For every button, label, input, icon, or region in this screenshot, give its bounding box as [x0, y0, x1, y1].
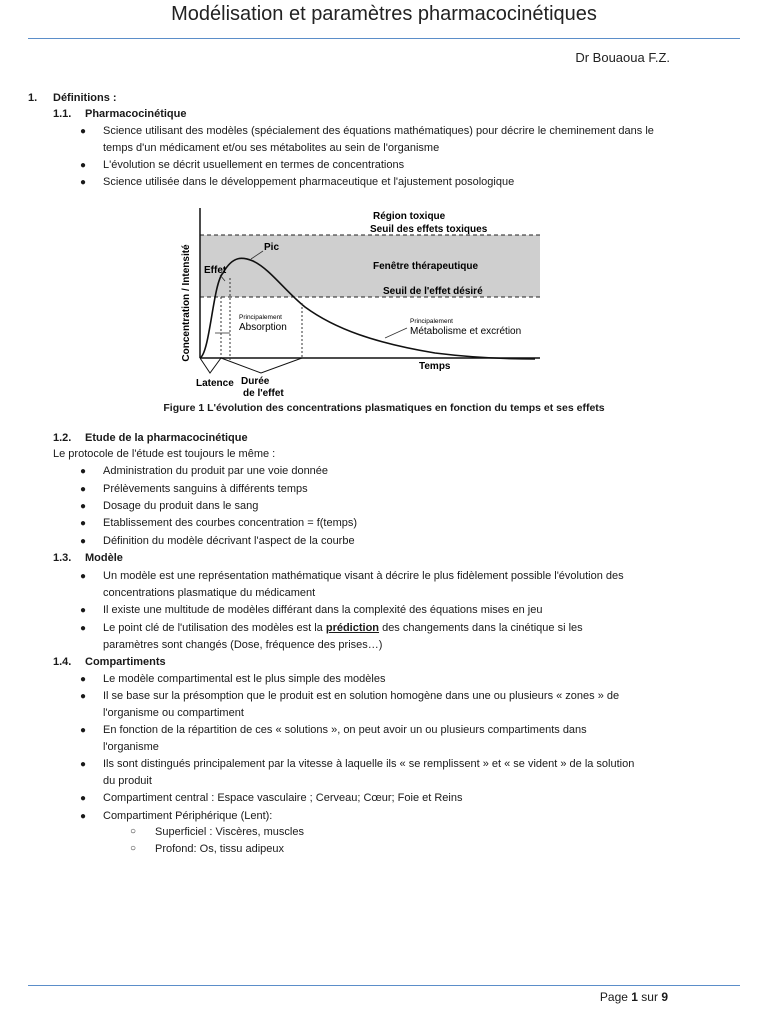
list-item: Administration du produit par une voie donnée	[103, 465, 329, 477]
list-item: Etablissement des courbes concentration = f(temps)	[103, 517, 358, 529]
toxic-threshold-label: Seuil des effets toxiques	[370, 224, 488, 235]
list-item: Dosage du produit dans le sang	[103, 500, 259, 512]
text-line: Le protocole de l'étude est toujours le même :	[53, 448, 276, 460]
bullet-icon: ●	[80, 571, 87, 582]
text-line: Compartiment central : Espace vasculaire ; Cerveau; Cœur; Foie et Reins	[103, 792, 463, 804]
text-line: du produit	[103, 775, 152, 787]
duree-label: Durée	[241, 376, 270, 387]
bullet-icon: ●	[80, 811, 87, 822]
text-line: l'organisme ou compartiment	[103, 707, 244, 719]
bullet-icon: ●	[80, 518, 87, 529]
bullet-icon: ●	[80, 484, 87, 495]
region-toxique-label: Région toxique	[373, 211, 446, 222]
section-1-4-title: Compartiments	[85, 656, 166, 668]
author: Dr Bouaoua F.Z.	[575, 50, 670, 65]
sur-word: sur	[641, 990, 658, 1004]
text-line: Compartiment Périphérique (Lent):	[103, 810, 273, 822]
figure-caption: Figure 1 L'évolution des concentrations plasmatiques en fonction du temps et ses effets	[163, 402, 605, 414]
bullet-icon: ●	[80, 623, 87, 634]
text-line: concentrations plasmatique du médicament	[103, 587, 316, 599]
therapeutic-window-band	[200, 235, 540, 297]
bullet-icon: ●	[80, 177, 87, 188]
bullet-icon: ●	[80, 536, 87, 547]
list-item: Définition du modèle décrivant l'aspect de la courbe	[103, 535, 355, 547]
text-line	[103, 621, 583, 635]
section-1-number: 1.	[28, 92, 38, 104]
bullet-icon: ●	[80, 501, 87, 512]
total-pages: 9	[661, 990, 668, 1004]
text-fragment: des changements dans la cinétique si les	[379, 622, 583, 634]
duree-label-2: de l'effet	[243, 388, 284, 399]
text-line: Profond: Os, tissu adipeux	[155, 843, 285, 855]
text-fragment: Le point clé de l'utilisation des modèles est la	[103, 622, 326, 634]
list-item: Prélèvements sanguins à différents temps	[103, 483, 308, 495]
principalement-label: Principalement	[239, 314, 282, 321]
x-axis-label: Temps	[419, 361, 451, 372]
text-line: L'évolution se décrit usuellement en termes de concentrations	[103, 159, 405, 171]
latence-bracket	[200, 358, 221, 373]
absorption-label: Absorption	[239, 322, 287, 333]
pharmacokinetic-figure	[175, 203, 550, 403]
bullet-icon: ●	[80, 160, 87, 171]
footer-rule	[28, 985, 740, 986]
bullet-icon: ●	[80, 126, 87, 137]
section-1-1-title: Pharmacocinétique	[85, 108, 187, 120]
latence-label: Latence	[196, 378, 234, 389]
section-1-title: Définitions :	[53, 92, 117, 104]
text-line: paramètres sont changés (Dose, fréquence des prises…)	[103, 639, 383, 651]
emphasis-prediction: prédiction	[325, 622, 380, 634]
text-line: Ils sont distingués principalement par la vitesse à laquelle ils « se remplissent » et « se vident » de la solution	[103, 758, 635, 770]
section-1-2-title: Etude de la pharmacocinétique	[85, 432, 248, 444]
text-line: Superficiel : Viscères, muscles	[155, 826, 304, 838]
circle-bullet-icon: ○	[130, 843, 137, 854]
y-axis-label: Concentration / Intensité	[181, 244, 192, 362]
bullet-icon: ●	[80, 605, 87, 616]
current-page: 1	[631, 990, 638, 1004]
section-1-4-number: 1.4.	[53, 656, 72, 668]
section-1-3-number: 1.3.	[53, 552, 72, 564]
section-1-1-number: 1.1.	[53, 108, 72, 120]
bullet-icon: ●	[80, 725, 87, 736]
text-line: temps d'un médicament et/ou ses métabolites au sein de l'organisme	[103, 142, 440, 154]
section-1-2-number: 1.2.	[53, 432, 72, 444]
text-line: Il existe une multitude de modèles différant dans la complexité des équations mises en jeu	[103, 604, 543, 616]
bullet-icon: ●	[80, 674, 87, 685]
bullet-icon: ●	[80, 793, 87, 804]
page-title: Modélisation et paramètres pharmacocinétiques	[171, 3, 597, 25]
text-line: Science utilisée dans le développement pharmaceutique et l'ajustement posologique	[103, 176, 515, 188]
page-number	[600, 990, 668, 1004]
text-line: Science utilisant des modèles (spécialement des équations mathématiques) pour décrire le cheminement dans le	[103, 125, 654, 137]
circle-bullet-icon: ○	[130, 826, 137, 837]
text-line: Il se base sur la présomption que le produit est en solution homogène dans une ou plusieurs « zones » de	[103, 690, 620, 702]
text-line: Le modèle compartimental est le plus simple des modèles	[103, 673, 386, 685]
principalement-label: Principalement	[410, 318, 453, 325]
text-line: l'organisme	[103, 741, 159, 753]
bullet-icon: ●	[80, 759, 87, 770]
bullet-icon: ●	[80, 691, 87, 702]
text-line: Un modèle est une représentation mathématique visant à décrire le plus fidèlement possible l'évolution des	[103, 570, 624, 582]
section-1-3-title: Modèle	[85, 552, 123, 564]
therapeutic-window-label: Fenêtre thérapeutique	[373, 261, 479, 272]
header-rule	[28, 38, 740, 39]
page-word: Page	[599, 990, 628, 1004]
duree-bracket	[221, 358, 302, 373]
text-line: En fonction de la répartition de ces « solutions », on peut avoir un ou plusieurs compartiments dans	[103, 724, 587, 736]
bullet-icon: ●	[80, 466, 87, 477]
metabolism-label: Métabolisme et excrétion	[410, 326, 522, 337]
pic-label: Pic	[264, 242, 280, 253]
metabolism-pointer	[385, 328, 407, 338]
desired-threshold-label: Seuil de l'effet désiré	[383, 286, 483, 297]
effet-label: Effet	[204, 265, 227, 276]
